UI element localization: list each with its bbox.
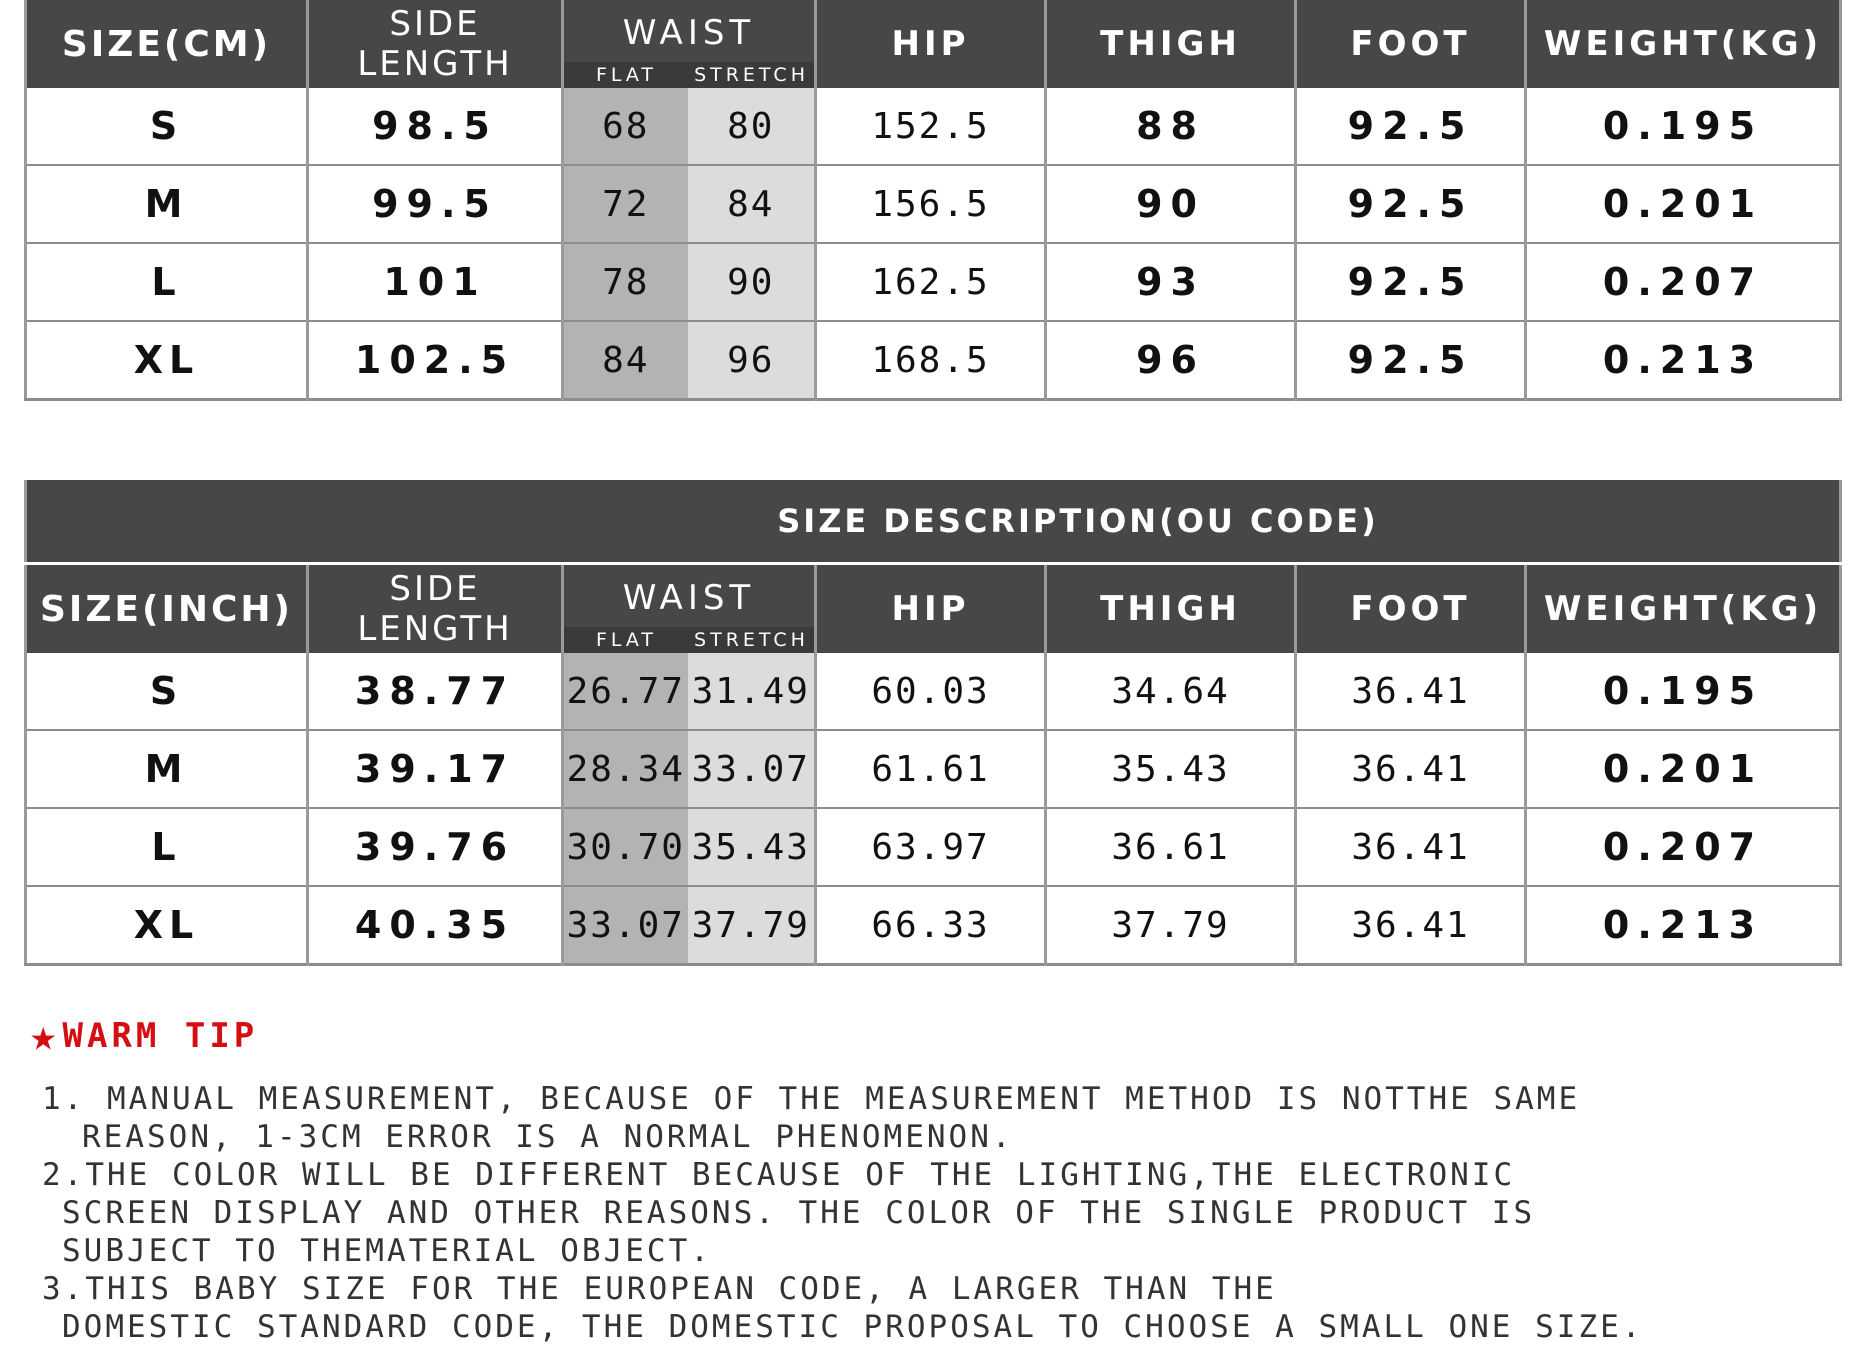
- thigh-cell: 93: [1046, 243, 1296, 321]
- table-row: [26, 730, 1841, 808]
- tip-line: 2.THE COLOR WILL BE DIFFERENT BECAUSE OF THE LIGHTING,THE ELECTRONIC: [42, 1157, 1516, 1193]
- hip-cell: 152.5: [816, 88, 1046, 165]
- waist-flat-label: FLAT: [595, 64, 658, 86]
- waist-stretch-cell: 96: [688, 321, 816, 400]
- col-header-weight: WEIGHT(KG): [1526, 564, 1841, 654]
- tip-line: SUBJECT TO THEMATERIAL OBJECT.: [62, 1233, 712, 1269]
- col-header-side-length: SIDE LENGTH: [308, 0, 563, 88]
- foot-cell: 92.5: [1296, 321, 1526, 400]
- thigh-cell: 96: [1046, 321, 1296, 400]
- side-length-cell: 99.5: [308, 165, 563, 243]
- waist-flat-cell: 30.70: [563, 808, 688, 886]
- foot-cell: 36.41: [1296, 886, 1526, 965]
- thigh-cell: 35.43: [1046, 730, 1296, 808]
- table-row: [26, 321, 1841, 400]
- size-description-banner: [26, 480, 1841, 564]
- col-header-thigh: THIGH: [1046, 564, 1296, 654]
- banner-row: [26, 480, 1841, 564]
- waist-stretch-cell: 33.07: [688, 730, 816, 808]
- waist-stretch-label: STRETCH: [694, 64, 809, 86]
- tip-line: SCREEN DISPLAY AND OTHER REASONS. THE COLOR OF THE SINGLE PRODUCT IS: [62, 1195, 1536, 1231]
- header-row: [26, 564, 1841, 654]
- hip-cell: 60.03: [816, 653, 1046, 730]
- side-length-cell: 101: [308, 243, 563, 321]
- thigh-cell: 88: [1046, 88, 1296, 165]
- col-header-weight: WEIGHT(KG): [1526, 0, 1841, 88]
- waist-flat-cell: 26.77: [563, 653, 688, 730]
- waist-label: WAIST: [622, 578, 756, 618]
- thigh-cell: 37.79: [1046, 886, 1296, 965]
- size-cell: XL: [26, 886, 308, 965]
- foot-cell: 92.5: [1296, 88, 1526, 165]
- waist-stretch-cell: 90: [688, 243, 816, 321]
- waist-flat-cell: 78: [563, 243, 688, 321]
- weight-cell: 0.213: [1526, 321, 1841, 400]
- waist-flat-label: FLAT: [595, 629, 658, 651]
- weight-cell: 0.195: [1526, 88, 1841, 165]
- size-cell: XL: [26, 321, 308, 400]
- weight-cell: 0.213: [1526, 886, 1841, 965]
- thigh-cell: 34.64: [1046, 653, 1296, 730]
- col-header-hip: HIP: [816, 0, 1046, 88]
- col-header-hip: HIP: [816, 564, 1046, 654]
- side-length-cell: 39.17: [308, 730, 563, 808]
- table-row: [26, 88, 1841, 165]
- star-icon: ★: [30, 1010, 57, 1061]
- weight-cell: 0.201: [1526, 730, 1841, 808]
- hip-cell: 168.5: [816, 321, 1046, 400]
- size-cell: S: [26, 88, 308, 165]
- weight-cell: 0.207: [1526, 243, 1841, 321]
- tip-line: 3.THIS BABY SIZE FOR THE EUROPEAN CODE, A LARGER THAN THE: [42, 1271, 1277, 1307]
- side-length-cell: 40.35: [308, 886, 563, 965]
- foot-cell: 36.41: [1296, 730, 1526, 808]
- waist-flat-cell: 68: [563, 88, 688, 165]
- weight-cell: 0.201: [1526, 165, 1841, 243]
- waist-flat-cell: 72: [563, 165, 688, 243]
- warm-tip-list: [42, 1080, 1832, 1346]
- hip-cell: 63.97: [816, 808, 1046, 886]
- tip-line: DOMESTIC STANDARD CODE, THE DOMESTIC PROPOSAL TO CHOOSE A SMALL ONE SIZE.: [62, 1309, 1644, 1345]
- waist-stretch-label: STRETCH: [694, 629, 809, 651]
- col-header-size: SIZE(CM): [26, 0, 308, 88]
- table-row: [26, 165, 1841, 243]
- hip-cell: 66.33: [816, 886, 1046, 965]
- header-row: [26, 0, 1841, 88]
- side-length-cell: 39.76: [308, 808, 563, 886]
- hip-cell: 61.61: [816, 730, 1046, 808]
- waist-stretch-cell: 31.49: [688, 653, 816, 730]
- table-row: [26, 808, 1841, 886]
- col-header-waist: [563, 0, 816, 88]
- size-cell: S: [26, 653, 308, 730]
- col-header-waist: [563, 564, 816, 654]
- waist-stretch-cell: 84: [688, 165, 816, 243]
- waist-flat-cell: 33.07: [563, 886, 688, 965]
- hip-cell: 156.5: [816, 165, 1046, 243]
- size-cell: L: [26, 243, 308, 321]
- thigh-cell: 90: [1046, 165, 1296, 243]
- waist-stretch-cell: 80: [688, 88, 816, 165]
- waist-stretch-cell: 35.43: [688, 808, 816, 886]
- waist-label: WAIST: [622, 13, 756, 53]
- hip-cell: 162.5: [816, 243, 1046, 321]
- col-header-thigh: THIGH: [1046, 0, 1296, 88]
- warm-tip-heading: [30, 1010, 258, 1061]
- side-length-cell: 98.5: [308, 88, 563, 165]
- waist-flat-cell: 28.34: [563, 730, 688, 808]
- side-length-cell: 38.77: [308, 653, 563, 730]
- tip-line: 1. MANUAL MEASUREMENT, BECAUSE OF THE MEASUREMENT METHOD IS NOTTHE SAME: [42, 1081, 1581, 1117]
- size-cell: M: [26, 165, 308, 243]
- table-row: [26, 653, 1841, 730]
- side-length-cell: 102.5: [308, 321, 563, 400]
- col-header-foot: FOOT: [1296, 0, 1526, 88]
- size-table-cm: [24, 0, 1842, 401]
- waist-stretch-cell: 37.79: [688, 886, 816, 965]
- col-header-foot: FOOT: [1296, 564, 1526, 654]
- banner-title: SIZE DESCRIPTION(OU CODE): [777, 502, 1379, 540]
- table-row: [26, 243, 1841, 321]
- foot-cell: 92.5: [1296, 243, 1526, 321]
- size-cell: M: [26, 730, 308, 808]
- thigh-cell: 36.61: [1046, 808, 1296, 886]
- foot-cell: 92.5: [1296, 165, 1526, 243]
- size-cell: L: [26, 808, 308, 886]
- foot-cell: 36.41: [1296, 653, 1526, 730]
- col-header-size: SIZE(INCH): [26, 564, 308, 654]
- tip-line: REASON, 1-3CM ERROR IS A NORMAL PHENOMENON.: [82, 1119, 1014, 1155]
- warm-tip-title: WARM TIP: [62, 1015, 259, 1056]
- col-header-side-length: SIDE LENGTH: [308, 564, 563, 654]
- weight-cell: 0.195: [1526, 653, 1841, 730]
- foot-cell: 36.41: [1296, 808, 1526, 886]
- weight-cell: 0.207: [1526, 808, 1841, 886]
- waist-flat-cell: 84: [563, 321, 688, 400]
- table-row: [26, 886, 1841, 965]
- size-table-inch: [24, 480, 1842, 966]
